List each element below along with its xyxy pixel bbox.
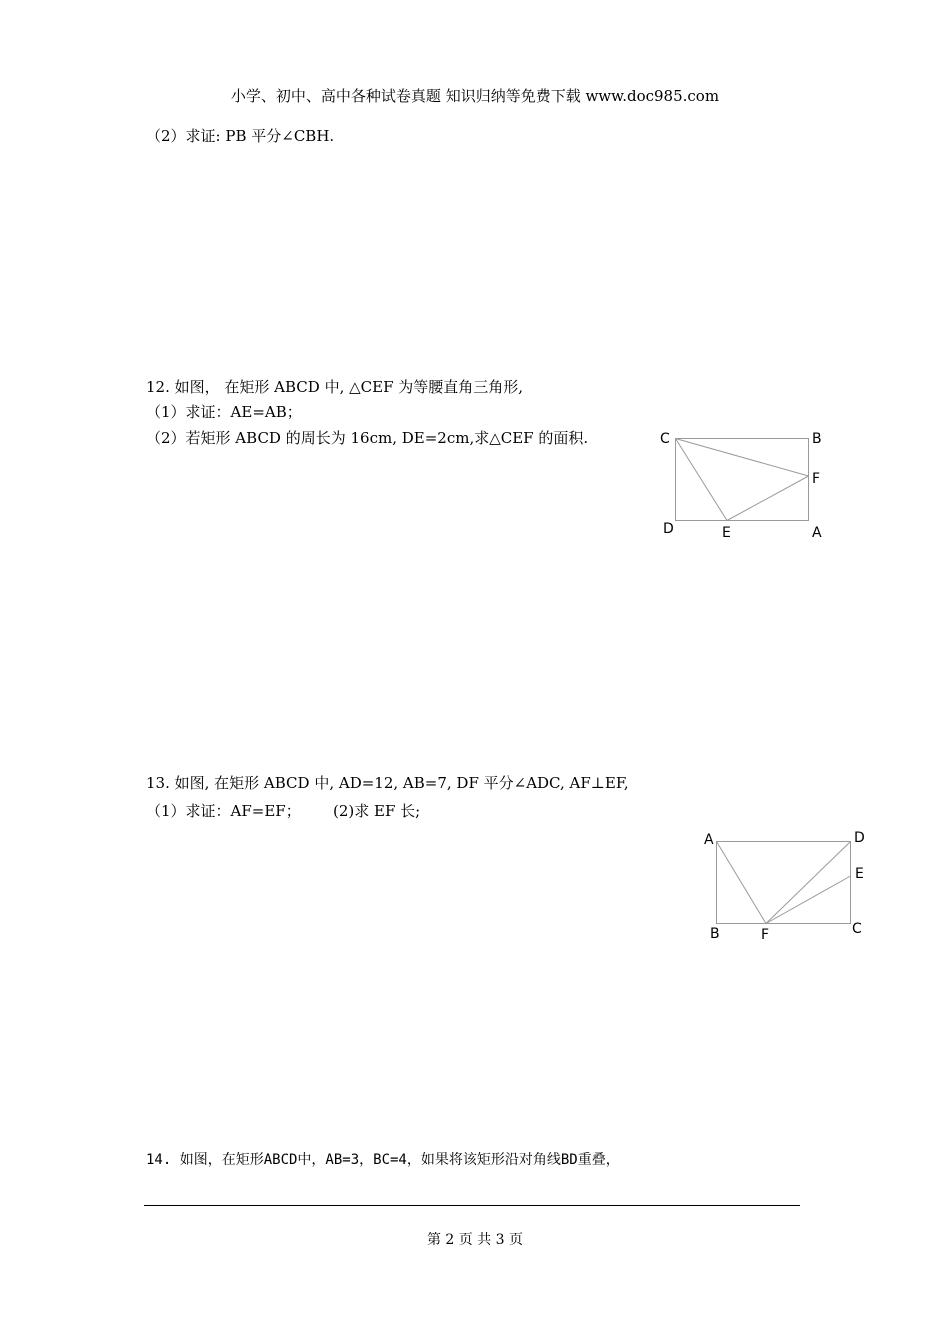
page-header: 小学、初中、高中各种试卷真题 知识归纳等免费下载 www.doc985.com: [230, 87, 720, 105]
q13-part1: （1）求证：AF=EF；: [146, 802, 301, 820]
q13-figure: [695, 820, 885, 950]
q12-figure: [650, 420, 840, 550]
q14-stem: 14. 如图，在矩形ABCD中，AB=3，BC=4，如果将该矩形沿对角线BD重叠，: [146, 1152, 620, 1168]
q13-stem: 13. 如图, 在矩形 ABCD 中, AD=12, AB=7, DF 平分∠ADC, AF⊥EF,: [146, 774, 629, 792]
q12-label-a: A: [812, 525, 822, 541]
q13-rect-abcd: [717, 842, 851, 924]
q12-label-f: F: [812, 471, 821, 487]
q13-label-a: A: [704, 832, 714, 848]
q13-segment-af: [717, 842, 767, 924]
q13-label-f: F: [761, 927, 770, 943]
q12-label-d: D: [663, 521, 674, 537]
q12-label-e: E: [722, 525, 731, 541]
q12-label-c: C: [660, 431, 670, 447]
q13-label-b: B: [710, 926, 720, 942]
q12-segment-ef: [727, 476, 809, 521]
footer-rule: [144, 1205, 800, 1206]
q12-rect-abcd: [676, 439, 809, 521]
q12-label-b: B: [812, 431, 822, 447]
q12-part2: （2）若矩形 ABCD 的周长为 16cm, DE=2cm,求△CEF 的面积.: [146, 429, 589, 447]
page-footer: 第 2 页 共 3 页: [426, 1232, 524, 1248]
q13-label-d: D: [854, 830, 865, 846]
q13-part2: (2)求 EF 长;: [333, 802, 421, 820]
q13-label-e: E: [855, 866, 864, 882]
q12-stem: 12. 如图， 在矩形 ABCD 中, △CEF 为等腰直角三角形,: [146, 378, 524, 396]
q13-segment-df: [766, 842, 851, 924]
q12-part1: （1）求证：AE=AB；: [146, 403, 302, 421]
q13-label-c: C: [852, 921, 862, 937]
q11-part2: （2）求证: PB 平分∠CBH.: [146, 127, 335, 145]
